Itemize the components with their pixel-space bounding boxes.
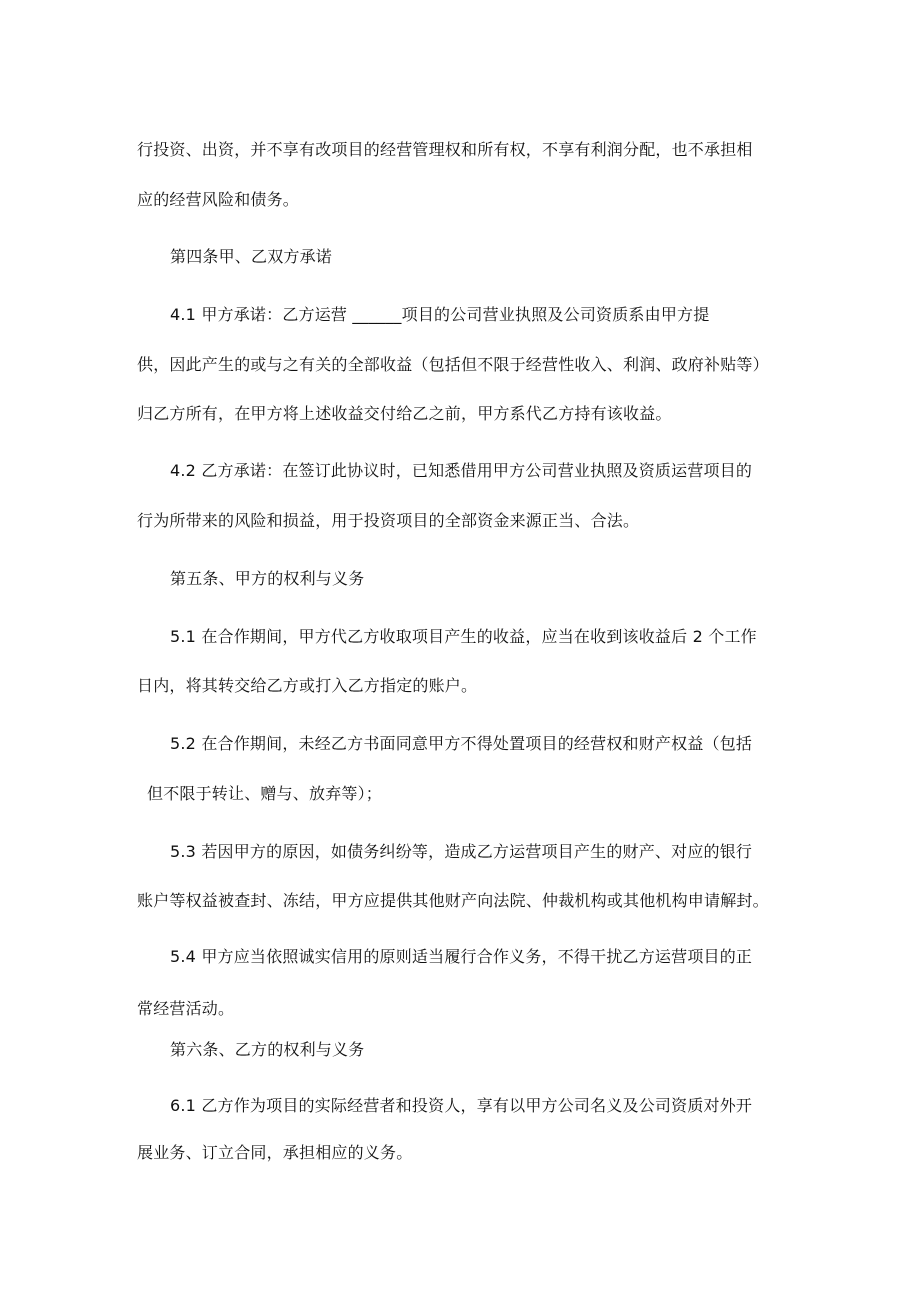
- clause-6-1: 6.1 乙方作为项目的实际经营者和投资人，享有以甲方公司名义及公司资质对外开: [170, 1096, 753, 1115]
- paragraph-line: 应的经营风险和债务。: [137, 190, 300, 209]
- clause-4-2: 4.2 乙方承诺：在签订此协议时，已知悉借用甲方公司营业执照及资质运营项目的: [170, 461, 753, 480]
- clause-5-4: 5.4 甲方应当依照诚实信用的原则适当履行合作义务，不得干扰乙方运营项目的正: [170, 947, 753, 966]
- paragraph-line: 展业务、订立合同，承担相应的义务。: [137, 1143, 413, 1162]
- clause-5-2: 5.2 在合作期间，未经乙方书面同意甲方不得处置项目的经营权和财产权益（包括: [170, 734, 753, 753]
- paragraph-line: 日内，将其转交给乙方或打入乙方指定的账户。: [137, 676, 478, 695]
- section-heading-6: 第六条、乙方的权利与义务: [170, 1040, 365, 1059]
- paragraph-line: 账户等权益被查封、冻结，甲方应提供其他财产向法院、仲裁机构或其他机构申请解封。: [137, 891, 769, 910]
- paragraph-line: 归乙方所有，在甲方将上述收益交付给乙之前，甲方系代乙方持有该收益。: [137, 404, 672, 423]
- paragraph-line: 行投资、出资，并不享有改项目的经营管理权和所有权，不享有利润分配，也不承担相: [137, 140, 753, 159]
- section-heading-4: 第四条甲、乙双方承诺: [170, 247, 333, 266]
- section-heading-5: 第五条、甲方的权利与义务: [170, 569, 365, 588]
- paragraph-line: 但不限于转让、赠与、放弃等）；: [147, 784, 383, 803]
- clause-5-3: 5.3 若因甲方的原因，如债务纠纷等，造成乙方运营项目产生的财产、对应的银行: [170, 842, 753, 861]
- paragraph-line: 行为所带来的风险和损益，用于投资项目的全部资金来源正当、合法。: [137, 511, 640, 530]
- paragraph-line: 常经营活动。: [137, 999, 235, 1018]
- clause-5-1: 5.1 在合作期间，甲方代乙方收取项目产生的收益，应当在收到该收益后 2 个工作: [170, 627, 757, 646]
- clause-4-1: 4.1 甲方承诺：乙方运营 ______项目的公司营业执照及公司资质系由甲方提: [170, 305, 710, 324]
- paragraph-line: 供，因此产生的或与之有关的全部收益（包括但不限于经营性收入、利润、政府补贴等）: [137, 355, 769, 374]
